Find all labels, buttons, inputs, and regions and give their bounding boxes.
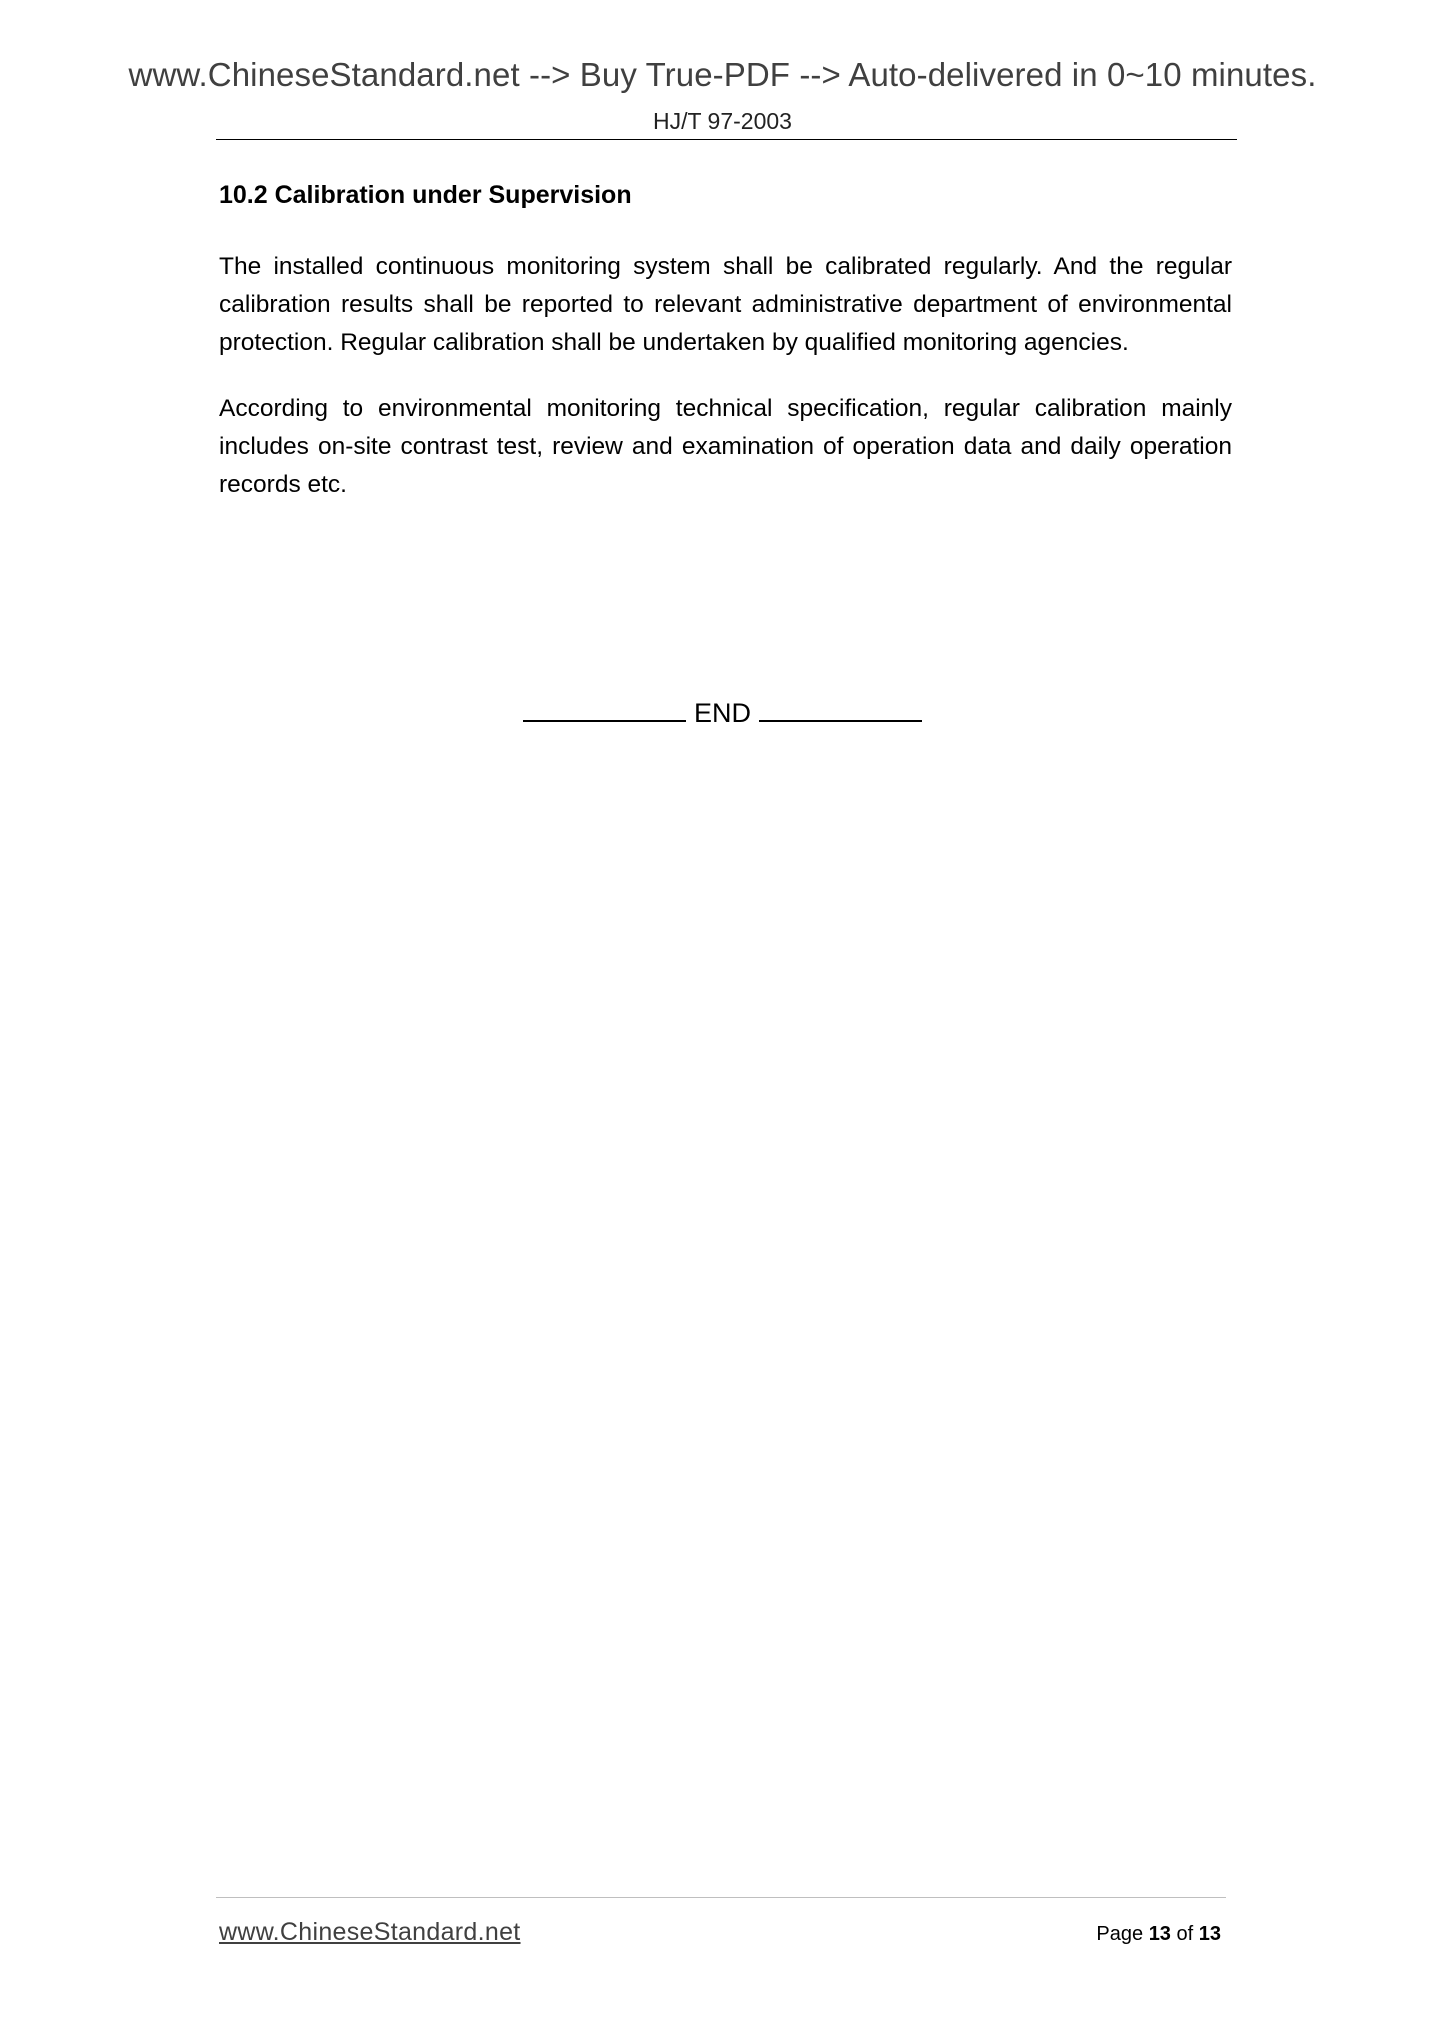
end-marker [0,698,1445,729]
paragraph-calibration-scope: According to environmental monitoring technical specification, regular calibration mainly includes on-site contrast test, review and examination of operation data and daily operation records etc. [219,395,1232,498]
page-prefix: Page [1096,1923,1144,1945]
header-divider [216,139,1237,140]
page-total: 13 [1198,1923,1221,1945]
top-banner[interactable]: www.ChineseStandard.net --> Buy True-PDF --> Auto-delivered in 0~10 minutes. [128,56,1317,93]
page-content [219,178,1232,532]
footer-website-link[interactable]: www.ChineseStandard.net [219,1918,521,1946]
end-label: END [693,698,751,728]
end-right-rule [759,698,922,722]
end-left-rule [523,698,686,722]
footer-divider [216,1897,1226,1898]
paragraph-calibration-regular: The installed continuous monitoring system shall be calibrated regularly. And the regular calibration results shall be reported to relevant administrative department of environmental protection. Regular calibration shall be undertaken by qualified monitoring agencies. [219,253,1232,356]
page-current: 13 [1148,1923,1171,1945]
page-number [1096,1923,1221,1946]
document-code: HJ/T 97-2003 [653,108,792,134]
section-heading: 10.2 Calibration under Supervision [219,181,632,209]
page-of: of [1176,1923,1194,1945]
